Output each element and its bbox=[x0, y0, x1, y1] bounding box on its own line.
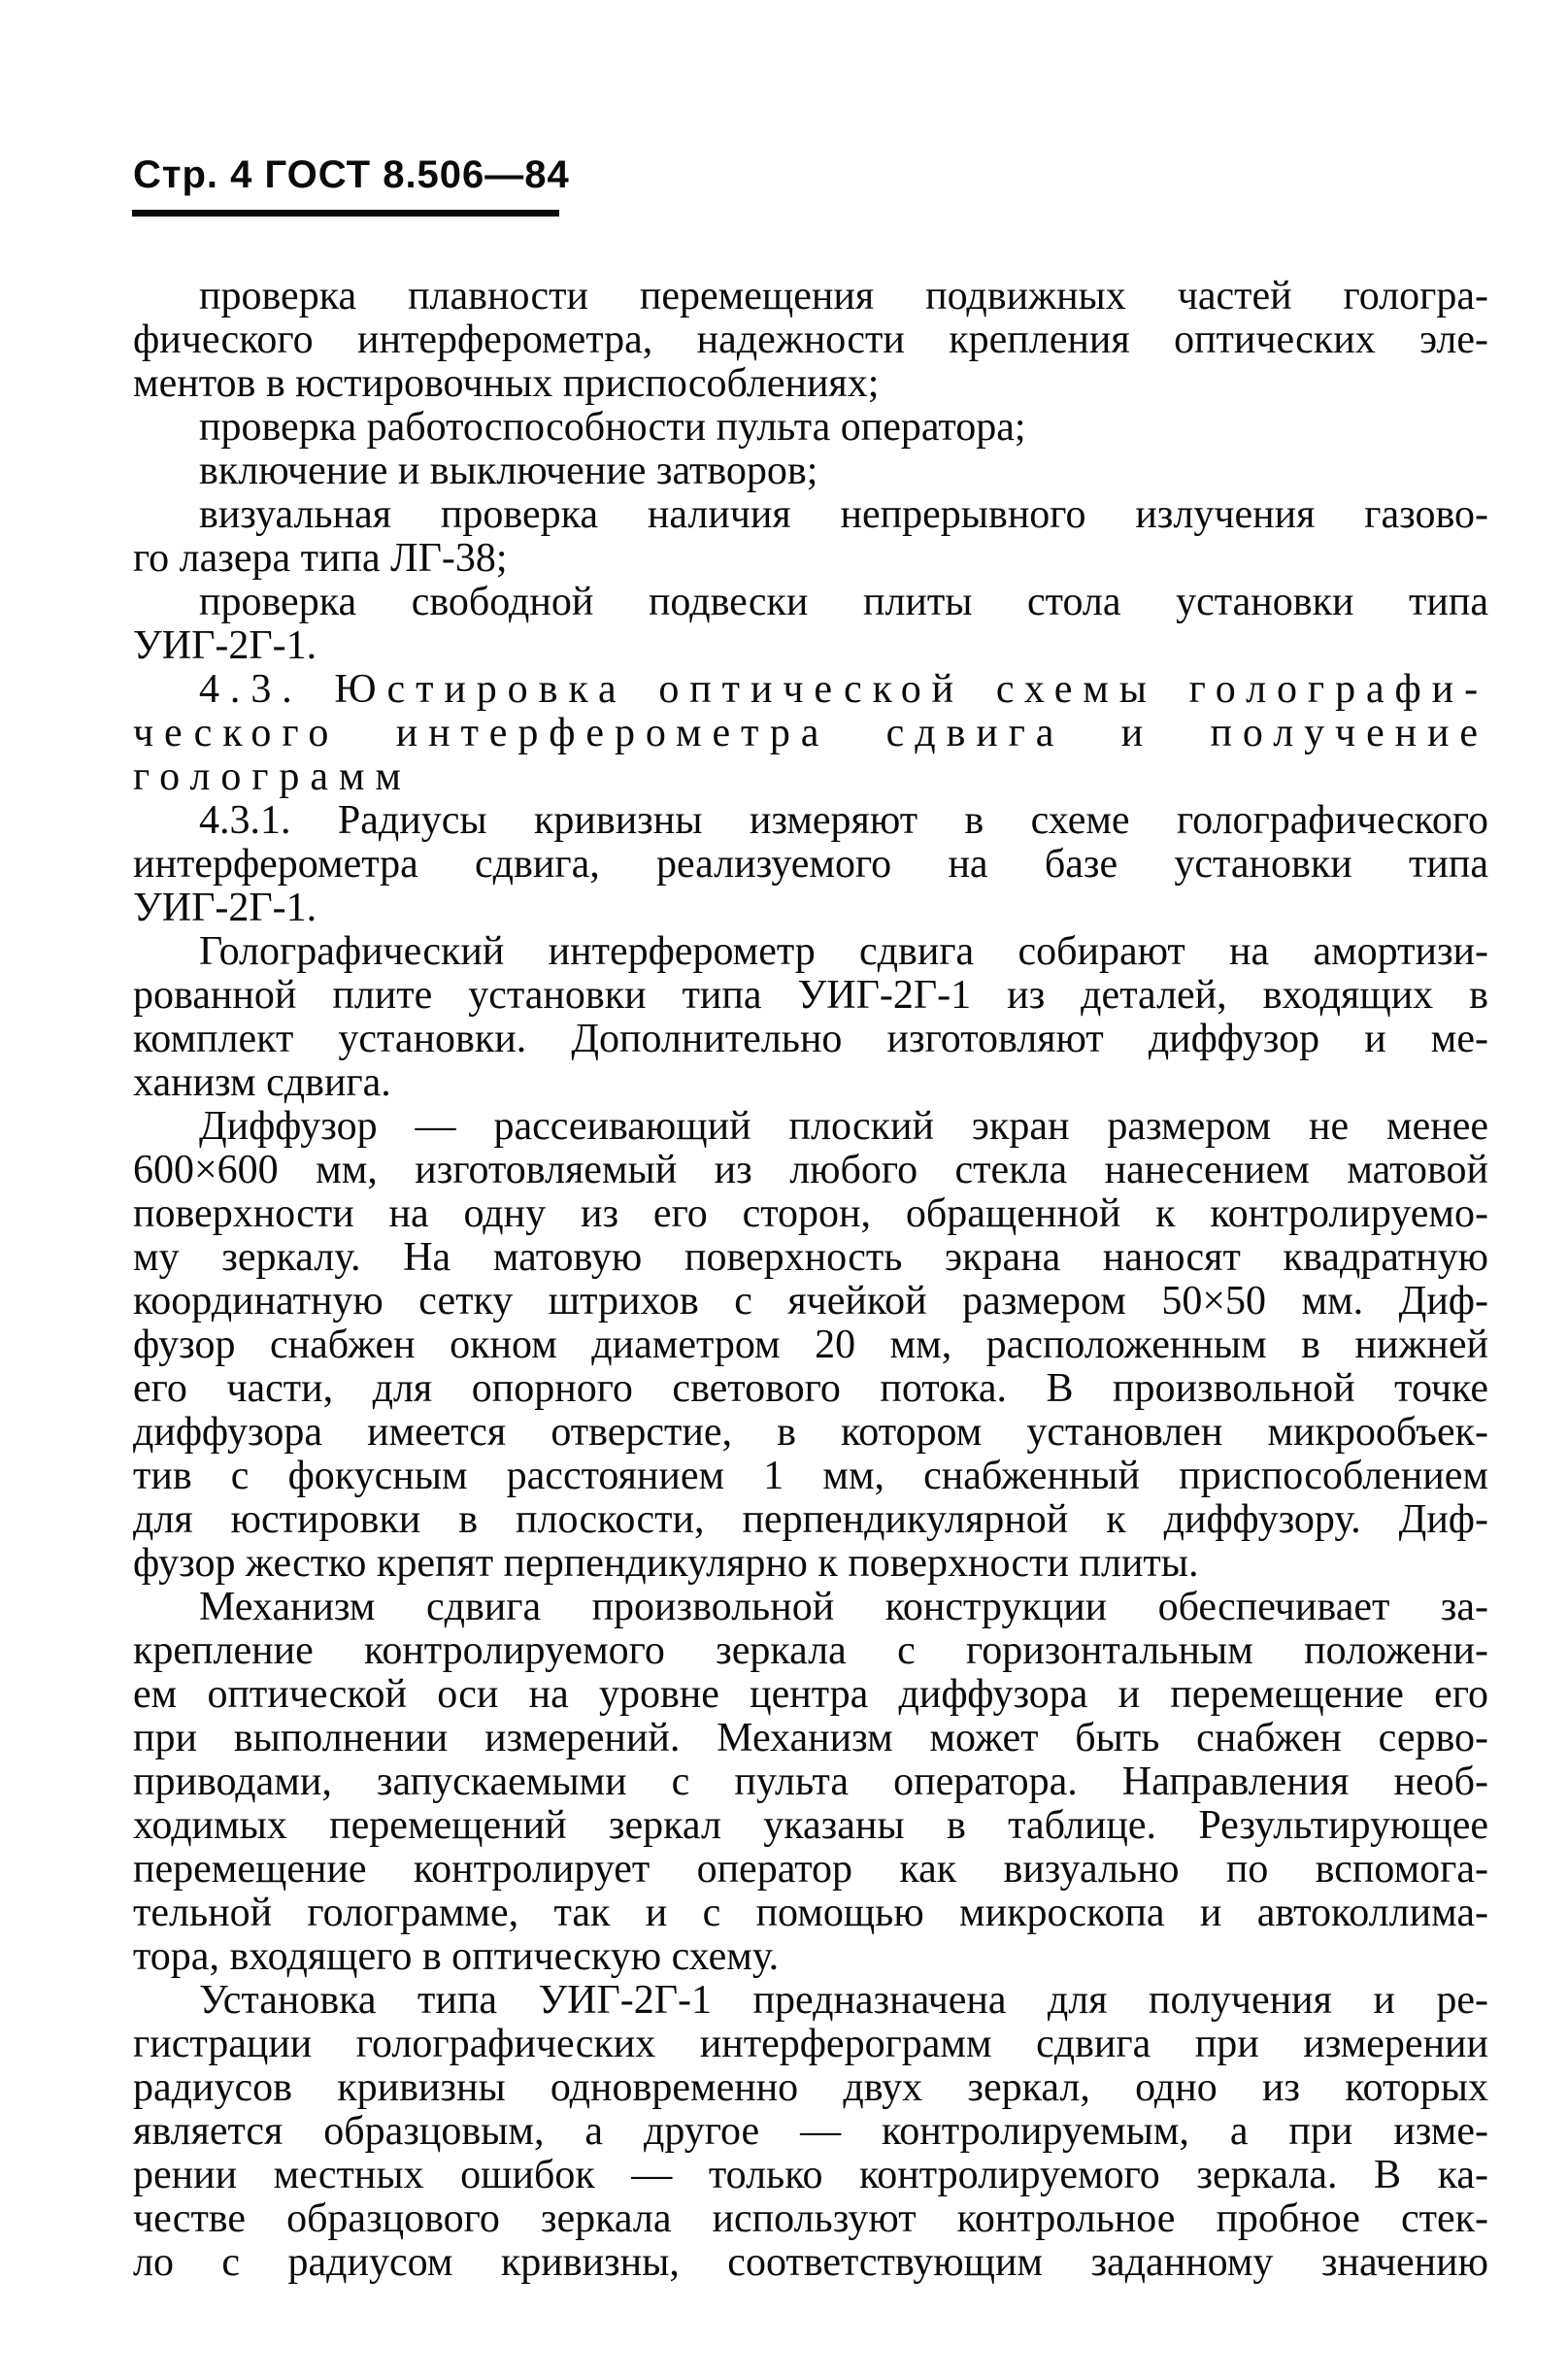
text-line: координатную сетку штрихов с ячейкой размером 50×50 мм. Диф- bbox=[133, 1279, 1488, 1324]
text-line: диффузора имеется отверстие, в котором установлен микрообъек- bbox=[133, 1410, 1488, 1455]
text-line: му зеркалу. На матовую поверхность экрана наносят квадратную bbox=[133, 1235, 1488, 1280]
text-line: фического интерферометра, надежности крепления оптических эле- bbox=[133, 318, 1488, 362]
text-line: проверка работоспособности пульта оператора; bbox=[199, 405, 1026, 450]
text-line: приводами, запускаемыми с пульта оператора. Направления необ- bbox=[133, 1759, 1488, 1804]
text-line: ханизм сдвига. bbox=[133, 1060, 391, 1105]
text-line: го лазера типа ЛГ-38; bbox=[133, 536, 508, 581]
section-heading-line: ческого интерферометра сдвига и получение bbox=[133, 711, 1488, 755]
text-line: Механизм сдвига произвольной конструкции обеспечивает за- bbox=[199, 1585, 1488, 1629]
text-line: тельной голограмме, так и с помощью микроскопа и автоколлима- bbox=[133, 1891, 1488, 1935]
text-line: радиусов кривизны одновременно двух зеркал, одно из которых bbox=[133, 2065, 1488, 2110]
text-line: тив с фокусным расстоянием 1 мм, снабженный приспособлением bbox=[133, 1454, 1488, 1498]
text-line: гистрации голографических интерферограмм сдвига при измерении bbox=[133, 2022, 1488, 2066]
text-line: крепление контролируемого зеркала с горизонтальным положени- bbox=[133, 1628, 1488, 1673]
text-line: рованной плите установки типа УИГ-2Г-1 из деталей, входящих в bbox=[133, 973, 1488, 1018]
text-line: Голографический интерферометр сдвига собирают на амортизи- bbox=[199, 929, 1488, 974]
text-line: включение и выключение затворов; bbox=[199, 449, 818, 493]
text-line: 4.3.1. Радиусы кривизны измеряют в схеме голографического bbox=[199, 798, 1488, 843]
text-line: интерферометра сдвига, реализуемого на базе установки типа bbox=[133, 842, 1488, 887]
text-line: Диффузор — рассеивающий плоский экран размером не менее bbox=[199, 1104, 1488, 1149]
document-body bbox=[133, 275, 1488, 2285]
text-line: 600×600 мм, изготовляемый из любого стекла нанесением матовой bbox=[133, 1148, 1488, 1192]
text-line: фузор снабжен окном диаметром 20 мм, расположенным в нижней bbox=[133, 1323, 1488, 1367]
text-line: комплект установки. Дополнительно изготовляют диффузор и ме- bbox=[133, 1017, 1488, 1061]
text-line: проверка плавности перемещения подвижных частей гологра- bbox=[199, 274, 1488, 318]
text-line: ментов в юстировочных приспособлениях; bbox=[133, 361, 880, 406]
section-heading-line: 4.3. Юстировка оптической схемы голографи- bbox=[199, 667, 1488, 712]
text-line: при выполнении измерений. Механизм может быть снабжен серво- bbox=[133, 1716, 1488, 1760]
text-line: его части, для опорного светового потока. В произвольной точке bbox=[133, 1366, 1488, 1411]
text-line: УИГ-2Г-1. bbox=[133, 623, 317, 668]
text-line: для юстировки в плоскости, перпендикулярной к диффузору. Диф- bbox=[133, 1497, 1488, 1542]
header-rule bbox=[132, 210, 559, 217]
text-line: поверхности на одну из его сторон, обращенной к контролируемо- bbox=[133, 1191, 1488, 1236]
text-line: ем оптической оси на уровне центра диффузора и перемещение его bbox=[133, 1672, 1488, 1717]
text-line: УИГ-2Г-1. bbox=[133, 886, 317, 930]
page-header: Стр. 4 ГОСТ 8.506—84 bbox=[133, 153, 570, 196]
section-heading-line: голограмм bbox=[133, 754, 412, 799]
text-line: честве образцового зеркала используют контрольное пробное стек- bbox=[133, 2196, 1488, 2241]
text-line: перемещение контролирует оператор как визуально по вспомога- bbox=[133, 1847, 1488, 1892]
text-line: ходимых перемещений зеркал указаны в таблице. Результирующее bbox=[133, 1803, 1488, 1848]
text-line: визуальная проверка наличия непрерывного излучения газово- bbox=[199, 492, 1488, 537]
text-line: рении местных ошибок — только контролируемого зеркала. В ка- bbox=[133, 2153, 1488, 2197]
text-line: фузор жестко крепят перпендикулярно к поверхности плиты. bbox=[133, 1541, 1199, 1586]
text-line: Установка типа УИГ-2Г-1 предназначена для получения и ре- bbox=[199, 1978, 1488, 2023]
text-line: ло с радиусом кривизны, соответствующим заданному значению bbox=[133, 2240, 1488, 2285]
text-line: тора, входящего в оптическую схему. bbox=[133, 1934, 780, 1979]
text-line: проверка свободной подвески плиты стола установки типа bbox=[199, 580, 1488, 624]
text-line: является образцовым, а другое — контролируемым, а при изме- bbox=[133, 2109, 1488, 2154]
